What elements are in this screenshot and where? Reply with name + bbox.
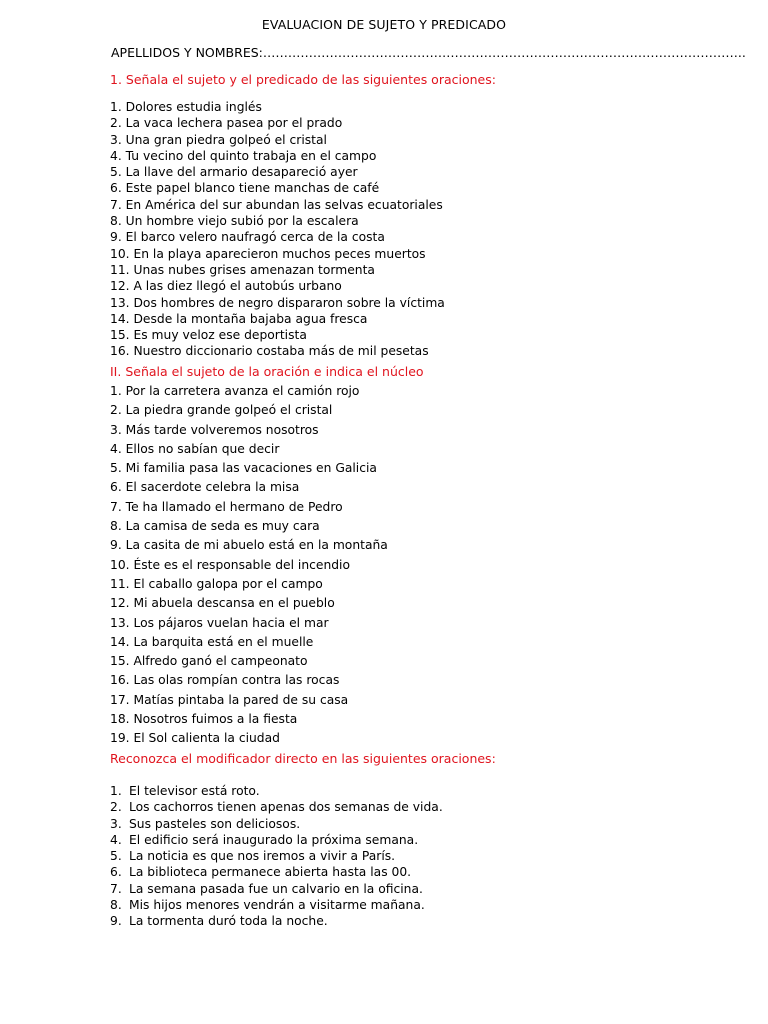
list-item: 3. Una gran piedra golpeó el cristal — [110, 132, 327, 147]
list-item: 15. Alfredo ganó el campeonato — [110, 654, 308, 669]
list-item: 19. El Sol calienta la ciudad — [110, 731, 280, 746]
list-item: 13. Los pájaros vuelan hacia el mar — [110, 615, 329, 630]
list-item: 12. Mi abuela descansa en el pueblo — [110, 596, 335, 611]
item-number: 2. — [110, 800, 122, 815]
list-item: 1. Por la carretera avanza el camión rojo — [110, 384, 360, 398]
item-text: La tormenta duró toda la noche. — [129, 914, 328, 929]
list-item: 2. La vaca lechera pasea por el prado — [110, 116, 343, 131]
list-item: 6. El sacerdote celebra la misa — [110, 480, 300, 495]
list-item: 12. A las diez llegó el autobús urbano — [110, 279, 342, 294]
list-item — [110, 848, 443, 864]
section-3-list — [110, 783, 443, 930]
item-text: La biblioteca permanece abierta hasta las 00. — [129, 865, 412, 880]
list-item: 7. Te ha llamado el hermano de Pedro — [110, 499, 343, 514]
list-item — [110, 816, 443, 832]
list-item: 6. Este papel blanco tiene manchas de café — [110, 181, 380, 196]
item-number: 9. — [110, 914, 122, 929]
item-number: 5. — [110, 849, 122, 864]
item-text: La noticia es que nos iremos a vivir a París. — [129, 849, 396, 864]
list-item: 15. Es muy veloz ese deportista — [110, 328, 307, 343]
list-item: 2. La piedra grande golpeó el cristal — [110, 403, 333, 418]
item-text: Los cachorros tienen apenas dos semanas de vida. — [129, 800, 443, 815]
list-item: 14. Desde la montaña bajaba agua fresca — [110, 311, 368, 326]
item-number: 6. — [110, 865, 122, 880]
item-number: 1. — [110, 784, 122, 798]
item-number: 8. — [110, 898, 122, 913]
item-text: La semana pasada fue un calvario en la oficina. — [129, 881, 423, 896]
list-item: 18. Nosotros fuimos a la fiesta — [110, 712, 298, 727]
list-item: 4. Tu vecino del quinto trabaja en el campo — [110, 148, 377, 163]
list-item: 5. La llave del armario desapareció ayer — [110, 165, 358, 180]
list-item: 10. Éste es el responsable del incendio — [110, 557, 350, 572]
list-item: 14. La barquita está en el muelle — [110, 634, 314, 649]
list-item: 11. Unas nubes grises amenazan tormenta — [110, 262, 375, 277]
list-item — [110, 864, 443, 880]
list-item: 8. Un hombre viejo subió por la escalera — [110, 214, 359, 229]
item-number: 7. — [110, 881, 122, 896]
list-item: 5. Mi familia pasa las vacaciones en Galicia — [110, 461, 377, 476]
list-item — [110, 783, 443, 799]
list-item — [110, 897, 443, 913]
page-title: EVALUACION DE SUJETO Y PREDICADO — [261, 17, 507, 32]
item-number: 4. — [110, 832, 122, 847]
list-item: 8. La camisa de seda es muy cara — [110, 519, 320, 534]
section-2-heading: II. Señala el sujeto de la oración e indica el núcleo — [110, 364, 424, 379]
list-item: 1. Dolores estudia inglés — [110, 100, 262, 114]
item-text: Mis hijos menores vendrán a visitarme mañana. — [129, 898, 425, 913]
list-item: 9. La casita de mi abuelo está en la montaña — [110, 538, 388, 553]
section-1-heading: 1. Señala el sujeto y el predicado de las siguientes oraciones: — [110, 72, 496, 87]
list-item: 3. Más tarde volveremos nosotros — [110, 422, 319, 437]
list-item: 17. Matías pintaba la pared de su casa — [110, 692, 349, 707]
list-item — [110, 881, 443, 897]
list-item: 16. Las olas rompían contra las rocas — [110, 673, 340, 688]
section-3-heading: Reconozca el modificador directo en las siguientes oraciones: — [110, 751, 496, 766]
names-field-line: APELLIDOS Y NOMBRES:…………………………………………………………………………………………………….. — [111, 45, 746, 60]
list-item: 10. En la playa aparecieron muchos peces muertos — [110, 246, 426, 261]
item-text: El edificio será inaugurado la próxima semana. — [129, 832, 419, 847]
list-item — [110, 913, 443, 929]
list-item: 7. En América del sur abundan las selvas ecuatoriales — [110, 197, 443, 212]
list-item — [110, 832, 443, 848]
section-2-list — [110, 382, 388, 749]
list-item: 9. El barco velero naufragó cerca de la costa — [110, 230, 385, 245]
list-item: 11. El caballo galopa por el campo — [110, 576, 323, 591]
list-item — [110, 799, 443, 815]
item-text: Sus pasteles son deliciosos. — [129, 816, 301, 831]
item-number: 3. — [110, 816, 122, 831]
item-text: El televisor está roto. — [129, 784, 260, 798]
list-item: 4. Ellos no sabían que decir — [110, 441, 280, 456]
list-item: 13. Dos hombres de negro dispararon sobre la víctima — [110, 295, 445, 310]
section-1-list — [110, 99, 445, 360]
list-item: 16. Nuestro diccionario costaba más de mil pesetas — [110, 344, 429, 359]
